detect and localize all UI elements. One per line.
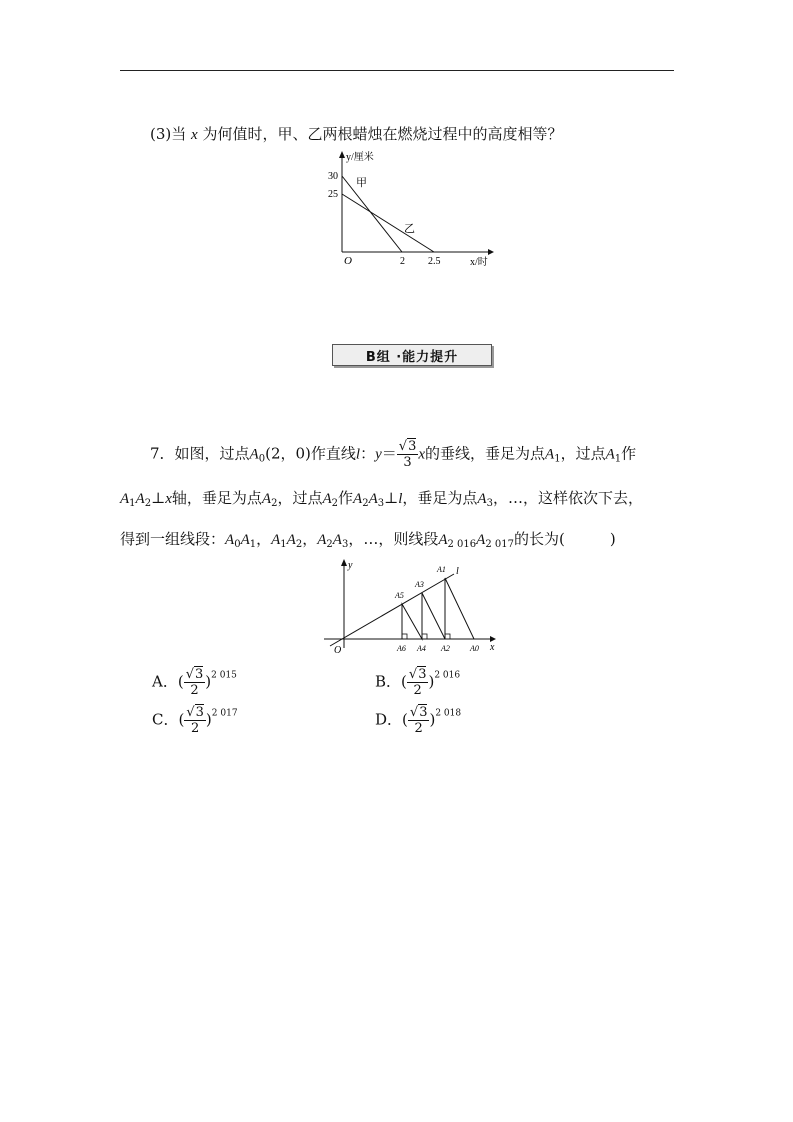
- y-axis-label: y/厘米: [346, 152, 374, 163]
- right-angle-a6: [402, 634, 407, 639]
- x-tick-2: 2: [400, 256, 405, 267]
- label-a0: A0: [470, 644, 479, 653]
- y-tick-30: 30: [328, 171, 338, 182]
- question-7-line-1: 7．如图，过点$A_0(2$，0)作直线l：y＝ $\frac{√3}{3}$ x的垂线，垂足为点$A_1$，过点$A_1$作: [150, 439, 637, 470]
- label-yi: 乙: [404, 223, 415, 235]
- x-axis-arrow: [488, 249, 494, 255]
- q3-prefix: (3)当: [150, 125, 187, 143]
- option-a[interactable]: A．( $\frac{√3}{2}$ )$^{2 015}$: [152, 667, 237, 698]
- section-banner: [332, 344, 492, 366]
- header-rule: [120, 70, 674, 71]
- line-l-label: l: [456, 566, 459, 577]
- line-jia: [342, 176, 402, 252]
- line-yi: [342, 194, 434, 252]
- origin-label: O: [344, 255, 352, 267]
- q3-variable: x: [191, 127, 198, 143]
- line-l: [330, 574, 454, 646]
- y-tick-25: 25: [328, 189, 338, 200]
- perpendicular-chain: [402, 578, 474, 639]
- banner-text: B组 ·能力提升: [365, 350, 459, 365]
- x-label: x: [490, 642, 495, 653]
- label-a6: A6: [397, 644, 406, 653]
- label-a4: A4: [417, 644, 426, 653]
- sqrt3-over-3-fraction: $\frac{√3}{3}$: [398, 439, 417, 470]
- y-axis-arrow: [339, 151, 345, 158]
- label-a3: A3: [415, 580, 424, 589]
- origin-label: O: [334, 645, 342, 656]
- label-jia: 甲: [356, 177, 367, 189]
- label-a2: A2: [441, 644, 450, 653]
- x-axis-label: x/时: [470, 257, 488, 268]
- y-label: y: [348, 560, 353, 571]
- candle-height-graph: [320, 148, 500, 273]
- right-angle-a2: [445, 634, 450, 639]
- option-c[interactable]: C．( $\frac{√3}{2}$ )$^{2 017}$: [152, 705, 238, 736]
- option-d[interactable]: D．( $\frac{√3}{2}$ )$^{2 018}$: [375, 705, 462, 736]
- question-7-line-3: 得到一组线段：$A_0A_1$，$A_1A_2$，$A_2A_3$，…，则线段$A_{2 016}A_{2 017}$的长为( ): [120, 530, 616, 550]
- y-axis-arrow: [341, 559, 347, 566]
- question-7-line-2: $A_1A_2\perp x$轴，垂足为点$A_2$，过点$A_2$作$A_2A_3\perp l$，垂足为点$A_3$，…，这样依次下去，: [120, 489, 643, 509]
- right-angle-a4: [422, 634, 427, 639]
- option-b[interactable]: B．( $\frac{√3}{2}$ )$^{2 016}$: [375, 667, 461, 698]
- q3-suffix: 为何值时，甲、乙两根蜡烛在燃烧过程中的高度相等？: [202, 125, 563, 143]
- label-a1: A1: [437, 565, 446, 574]
- label-a5: A5: [395, 591, 404, 600]
- question-3-text: [150, 123, 563, 144]
- x-tick-2-5: 2.5: [428, 256, 441, 267]
- perpendicular-sequence-graph: [322, 558, 502, 658]
